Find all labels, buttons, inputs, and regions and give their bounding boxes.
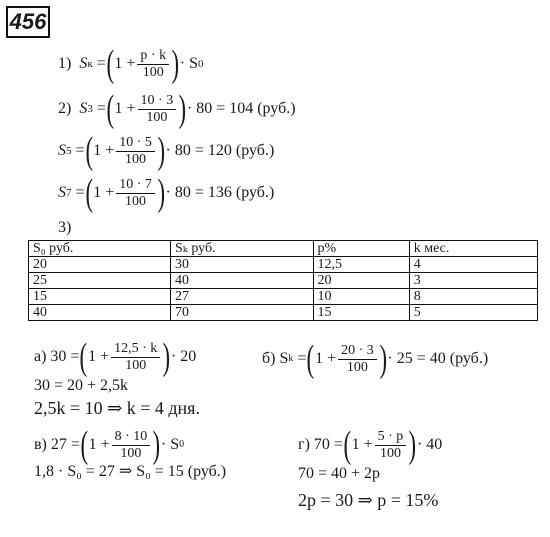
equals-sign: =	[96, 55, 106, 72]
solution-g-equation	[298, 426, 442, 464]
equals-sign: =	[96, 100, 106, 117]
fraction-denominator: 100	[142, 64, 164, 80]
table-cell: 40	[29, 305, 171, 321]
table-cell: 4	[409, 257, 537, 273]
table-row	[29, 305, 538, 321]
fraction-denominator: 100	[379, 445, 401, 461]
table-cell: 70	[170, 305, 313, 321]
fraction-numerator: 8 · 10	[112, 429, 151, 446]
s-subscript: 5	[66, 145, 72, 157]
s-symbol: S	[58, 184, 66, 201]
fraction-denominator: 100	[125, 193, 147, 209]
fraction	[112, 429, 151, 462]
table-header: Sₖ руб.	[170, 241, 313, 257]
right-paren: )	[152, 424, 161, 466]
formula-result: · 40	[416, 436, 443, 453]
one-plus: 1 +	[93, 142, 115, 159]
table-cell: 15	[29, 289, 171, 305]
table-cell: 40	[170, 273, 313, 289]
table-header: k мес.	[409, 241, 537, 257]
s-symbol: S	[79, 100, 88, 117]
formula-result: · S	[160, 436, 180, 453]
s0-subscript: 0	[197, 58, 204, 70]
fraction-numerator: 10 · 5	[116, 135, 155, 152]
equals-sign: =	[75, 142, 85, 159]
formula-result: · 25 = 40 (руб.)	[387, 350, 489, 367]
part2-label: 2)	[58, 100, 72, 117]
equals-sign: =	[75, 184, 85, 201]
left-paren: (	[106, 43, 114, 85]
table-cell: 10	[313, 289, 409, 305]
one-plus: 1 +	[315, 350, 337, 367]
s-subscript: 3	[87, 103, 93, 115]
fraction-numerator: 10 · 3	[138, 93, 177, 110]
s-subscript: 7	[66, 187, 72, 199]
fraction	[111, 341, 160, 374]
table-cell: 27	[170, 289, 313, 305]
fraction-numerator: 12,5 · k	[111, 341, 160, 358]
formula-result: · 20	[170, 348, 197, 365]
left-paren: (	[85, 172, 93, 214]
table-cell: 5	[409, 305, 537, 321]
solution-v-line2: 1,8 · S₀ = 27 ⇒ S₀ = 15 (руб.)	[34, 463, 227, 480]
fraction-numerator: 10 · 7	[116, 177, 155, 194]
table-header-row	[29, 241, 538, 257]
left-paren: (	[85, 130, 93, 172]
right-paren: )	[379, 338, 387, 380]
table-row	[29, 257, 538, 273]
table-cell: 12,5	[313, 257, 409, 273]
times-s0: · S	[179, 55, 198, 72]
fraction-denominator: 100	[120, 445, 142, 461]
data-table	[28, 240, 538, 321]
one-plus: 1 +	[114, 55, 136, 72]
table-cell: 15	[313, 305, 409, 321]
s0-subscript: 0	[179, 439, 185, 450]
solution-b-equation	[262, 340, 488, 378]
equals-sign: =	[297, 350, 307, 367]
solution-g-lead: г) 70 =	[298, 436, 343, 453]
table-row	[29, 273, 538, 289]
formula-result: · 80 = 136 (руб.)	[165, 184, 275, 201]
problem-number: 456	[6, 6, 50, 38]
left-paren: (	[79, 336, 88, 378]
left-paren: (	[80, 424, 89, 466]
solution-a-lead: а) 30 =	[34, 348, 80, 365]
table-row	[29, 289, 538, 305]
solution-v-equation	[34, 426, 184, 464]
table-cell: 30	[170, 257, 313, 273]
right-paren: )	[408, 424, 417, 466]
fraction	[116, 177, 155, 210]
table-header: p%	[313, 241, 409, 257]
fraction-numerator: p · k	[137, 48, 169, 65]
fraction	[137, 48, 169, 81]
table-cell: 20	[29, 257, 171, 273]
left-paren: (	[106, 88, 114, 130]
fraction	[116, 135, 155, 168]
sk-subscript: k	[288, 353, 294, 364]
table-cell: 25	[29, 273, 171, 289]
fraction-numerator: 5 · p	[375, 429, 407, 446]
fraction	[375, 429, 407, 462]
one-plus: 1 +	[93, 184, 115, 201]
formula-general	[58, 45, 203, 83]
sk-subscript: к	[87, 58, 93, 70]
solution-v-lead: в) 27 =	[34, 436, 80, 453]
right-paren: )	[157, 172, 166, 214]
one-plus: 1 +	[88, 436, 110, 453]
table-header: S₀ руб.	[29, 241, 171, 257]
solution-a-equation	[34, 338, 196, 376]
right-paren: )	[157, 130, 166, 172]
fraction	[338, 343, 377, 376]
one-plus: 1 +	[114, 100, 136, 117]
formula-s3	[58, 90, 296, 128]
fraction-denominator: 100	[125, 151, 147, 167]
part3-label: 3)	[58, 219, 72, 236]
solution-g-line2: 70 = 40 + 2p	[298, 465, 381, 482]
right-paren: )	[178, 88, 187, 130]
solution-g-line3: 2p = 30 ⇒ p = 15%	[298, 490, 439, 510]
s-symbol: S	[58, 142, 66, 159]
formula-result: · 80 = 104 (руб.)	[186, 100, 296, 117]
left-paren: (	[306, 338, 315, 380]
part1-label: 1)	[58, 55, 72, 72]
formula-s5	[58, 132, 274, 170]
formula-result: · 80 = 120 (руб.)	[165, 142, 275, 159]
fraction-denominator: 100	[125, 357, 147, 373]
solution-a-line2: 30 = 20 + 2,5k	[34, 377, 129, 394]
fraction-numerator: 20 · 3	[338, 343, 377, 360]
left-paren: (	[343, 424, 352, 466]
solution-a-line3: 2,5k = 10 ⇒ k = 4 дня.	[34, 398, 200, 418]
fraction-denominator: 100	[146, 109, 168, 125]
table-cell: 8	[409, 289, 537, 305]
fraction-denominator: 100	[346, 359, 368, 375]
one-plus: 1 +	[351, 436, 373, 453]
right-paren: )	[162, 336, 171, 378]
sk-symbol: S	[79, 55, 88, 72]
table-cell: 3	[409, 273, 537, 289]
fraction	[138, 93, 177, 126]
solution-b-lead: б) S	[262, 350, 289, 367]
table-cell: 20	[313, 273, 409, 289]
formula-s7	[58, 174, 274, 212]
one-plus: 1 +	[88, 348, 110, 365]
right-paren: )	[171, 43, 180, 85]
